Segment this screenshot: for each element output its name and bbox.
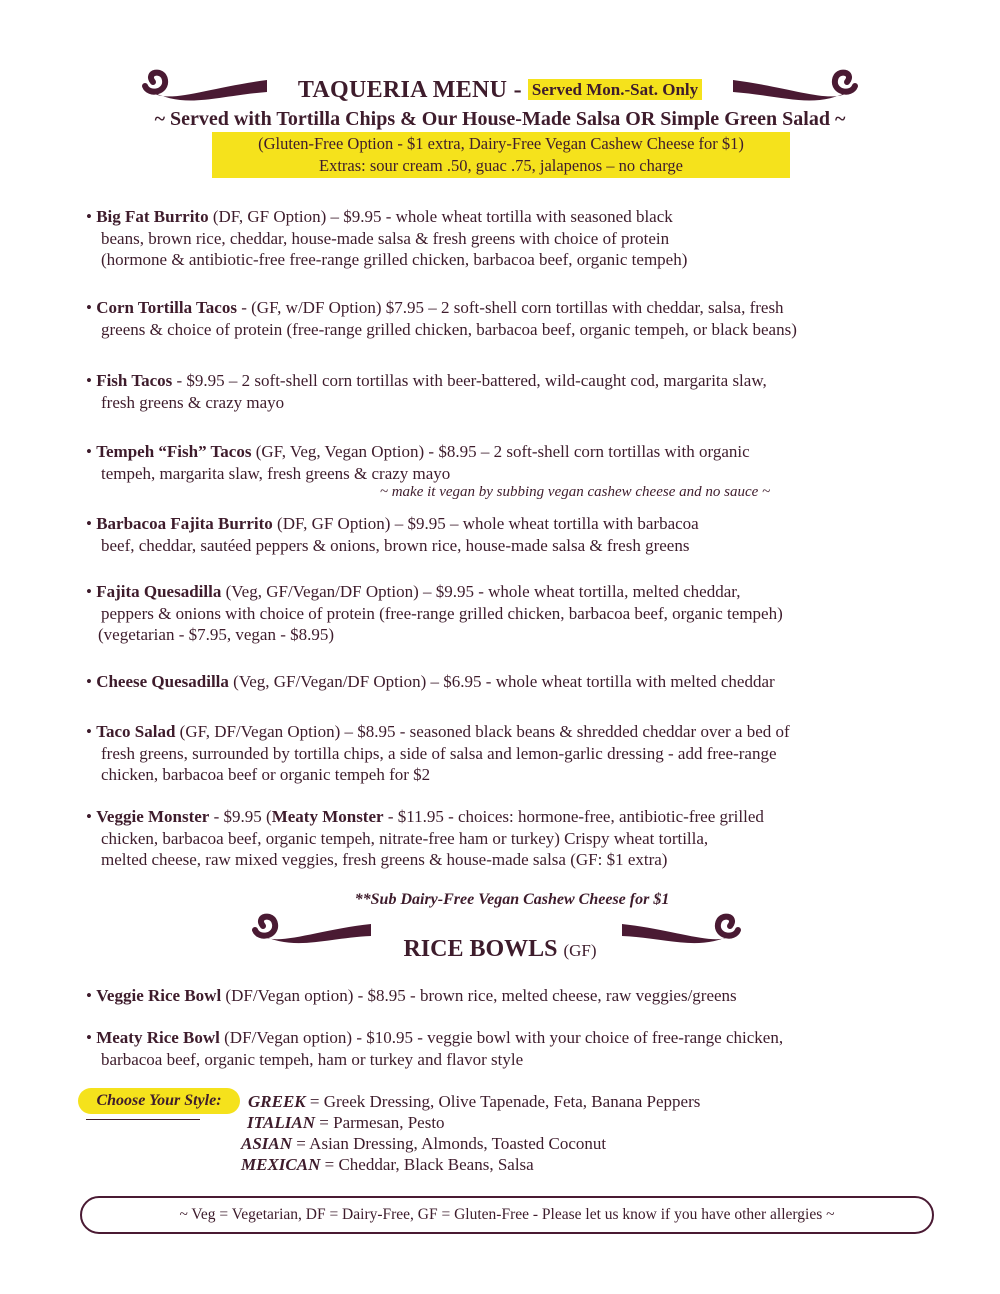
item-name: Corn Tortilla Tacos <box>96 298 237 317</box>
style-key: GREEK <box>248 1092 306 1111</box>
item-desc: - $11.95 - choices: hormone-free, antibiotic-free grilled <box>383 807 764 826</box>
item-desc: - $9.95 – 2 soft-shell corn tortillas with beer-battered, wild-caught cod, margarita slaw, <box>172 371 767 390</box>
item-desc: chicken, barbacoa beef, organic tempeh, nitrate-free ham or turkey) Crispy wheat tortilla, <box>101 828 709 848</box>
item-desc: (GF, Veg, Vegan Option) - $8.95 – 2 soft-shell corn tortillas with organic <box>251 442 750 461</box>
menu-title <box>0 74 1000 106</box>
vegan-note: ~ make it vegan by subbing vegan cashew cheese and no sauce ~ <box>379 484 771 500</box>
rice-bowls-heading <box>0 933 1000 967</box>
item-name: Taco Salad <box>96 722 176 741</box>
menu-item: • Fajita Quesadilla (Veg, GF/Vegan/DF Option) – $9.95 - whole wheat tortilla, melted cheddar, peppers & onions with choice of protein (free-range grilled chicken, barbacoa beef, organic tempeh) (vegetarian - $7.95, vegan - $8.95) <box>86 581 986 646</box>
item-desc: (Veg, GF/Vegan/DF Option) – $6.95 - whole wheat tortilla with melted cheddar <box>228 672 775 691</box>
menu-item: • Corn Tortilla Tacos - (GF, w/DF Option) $7.95 – 2 soft-shell corn tortillas with cheddar, salsa, fresh greens & choice of protein (free-range grilled chicken, barbacoa beef, organic tempeh, or black beans) <box>86 297 986 340</box>
item-desc: (DF/Vegan option) - $10.95 - veggie bowl with your choice of free-range chicken, <box>219 1028 784 1047</box>
item-name: Veggie Rice Bowl <box>96 986 222 1005</box>
sub-cashew-note: **Sub Dairy-Free Vegan Cashew Cheese for $1 <box>354 891 670 908</box>
options-line-2: Extras: sour cream .50, guac .75, jalapenos – no charge <box>319 156 683 175</box>
menu-item: • Veggie Rice Bowl (DF/Vegan option) - $8.95 - brown rice, melted cheese, raw veggies/greens <box>86 986 737 1005</box>
item-name: Tempeh “Fish” Tacos <box>96 442 252 461</box>
item-desc: - (GF, w/DF Option) $7.95 – 2 soft-shell corn tortillas with cheddar, salsa, fresh <box>236 298 784 317</box>
item-name: Meaty Rice Bowl <box>96 1028 220 1047</box>
item-desc: (DF/Vegan option) - $8.95 - brown rice, melted cheese, raw veggies/greens <box>221 986 737 1005</box>
item-desc: peppers & onions with choice of protein (free-range grilled chicken, barbacoa beef, organic tempeh) <box>101 603 783 623</box>
item-desc: (hormone & antibiotic-free free-range grilled chicken, barbacoa beef, organic tempeh) <box>101 250 688 269</box>
item-desc: - $9.95 ( <box>209 807 272 826</box>
item-desc: (vegetarian - $7.95, vegan - $8.95) <box>98 625 335 644</box>
style-key: ASIAN <box>241 1134 293 1153</box>
item-desc: beans, brown rice, cheddar, house-made salsa & fresh greens with choice of protein <box>101 228 670 248</box>
item-desc: melted cheese, raw mixed veggies, fresh greens & house-made salsa (GF: $1 extra) <box>101 850 668 869</box>
served-days-badge: Served Mon.-Sat. Only <box>528 79 702 100</box>
item-name-2: Meaty Monster <box>271 807 384 826</box>
style-option <box>241 1154 534 1176</box>
choose-style-badge: Choose Your Style: <box>78 1088 240 1114</box>
menu-item: • Tempeh “Fish” Tacos (GF, Veg, Vegan Option) - $8.95 – 2 soft-shell corn tortillas with organic tempeh, margarita slaw, fresh greens & crazy mayo <box>86 441 986 484</box>
style-key: MEXICAN <box>241 1155 321 1174</box>
item-desc: barbacoa beef, organic tempeh, ham or turkey and flavor style <box>101 1049 524 1069</box>
item-desc: tempeh, margarita slaw, fresh greens & crazy mayo <box>101 463 451 483</box>
menu-item: • Meaty Rice Bowl (DF/Vegan option) - $10.95 - veggie bowl with your choice of free-range chicken, barbacoa beef, organic tempeh, ham or turkey and flavor style <box>86 1027 986 1070</box>
item-desc: greens & choice of protein (free-range grilled chicken, barbacoa beef, organic tempeh, or black beans) <box>101 319 797 339</box>
item-desc: (GF, DF/Vegan Option) – $8.95 - seasoned black beans & shredded cheddar over a bed of <box>175 722 790 741</box>
item-name: Big Fat Burrito <box>96 207 209 226</box>
menu-item: • Veggie Monster - $9.95 (Meaty Monster - $11.95 - choices: hormone-free, antibiotic-free grilled chicken, barbacoa beef, organic tempeh, nitrate-free ham or turkey) Crispy wheat tortilla, melted cheese, raw mixed veggies, fresh greens & house-made salsa (GF: $1 extra) <box>86 806 986 871</box>
style-value: = Asian Dressing, Almonds, Toasted Coconut <box>292 1134 607 1153</box>
style-value: = Cheddar, Black Beans, Salsa <box>320 1155 534 1174</box>
item-desc: (DF, GF Option) – $9.95 – whole wheat tortilla with barbacoa <box>272 514 699 533</box>
menu-item: • Cheese Quesadilla (Veg, GF/Vegan/DF Option) – $6.95 - whole wheat tortilla with melted cheddar <box>86 672 775 691</box>
item-desc: (DF, GF Option) – $9.95 - whole wheat tortilla with seasoned black <box>208 207 673 226</box>
divider <box>86 1119 200 1120</box>
style-option <box>241 1133 606 1155</box>
title-text: TAQUERIA MENU - <box>297 77 522 103</box>
menu-item: • Big Fat Burrito (DF, GF Option) – $9.95 - whole wheat tortilla with seasoned black beans, brown rice, cheddar, house-made salsa & fresh greens with choice of protein (hormone & antibiotic-free free-range grilled chicken, barbacoa beef, organic tempeh) <box>86 206 986 271</box>
item-name: Fish Tacos <box>96 371 173 390</box>
allergy-legend-footer: ~ Veg = Vegetarian, DF = Dairy-Free, GF = Gluten-Free - Please let us know if you have other allergies ~ <box>80 1196 934 1234</box>
style-key: ITALIAN <box>247 1113 316 1132</box>
style-option <box>247 1112 445 1134</box>
menu-item: • Barbacoa Fajita Burrito (DF, GF Option) – $9.95 – whole wheat tortilla with barbacoa beef, cheddar, sautéed peppers & onions, brown rice, house-made salsa & fresh greens <box>86 513 986 556</box>
options-line-1: (Gluten-Free Option - $1 extra, Dairy-Free Vegan Cashew Cheese for $1) <box>258 134 744 153</box>
item-desc: fresh greens & crazy mayo <box>101 392 285 412</box>
item-desc: chicken, barbacoa beef or organic tempeh for $2 <box>101 765 431 784</box>
item-name: Barbacoa Fajita Burrito <box>96 514 273 533</box>
subtitle: ~ Served with Tortilla Chips & Our House-Made Salsa OR Simple Green Salad ~ <box>154 108 846 130</box>
item-desc: fresh greens, surrounded by tortilla chips, a side of salsa and lemon-garlic dressing - add free-range <box>101 743 777 763</box>
rice-bowls-gf: (GF) <box>563 941 597 960</box>
item-desc: beef, cheddar, sautéed peppers & onions, brown rice, house-made salsa & fresh greens <box>101 535 690 555</box>
style-value: = Parmesan, Pesto <box>315 1113 445 1132</box>
style-value: = Greek Dressing, Olive Tapenade, Feta, Banana Peppers <box>305 1092 701 1111</box>
rice-bowls-title: RICE BOWLS <box>403 936 558 962</box>
item-name: Cheese Quesadilla <box>96 672 229 691</box>
item-name: Veggie Monster <box>96 807 210 826</box>
item-name: Fajita Quesadilla <box>96 582 222 601</box>
style-option <box>248 1091 700 1113</box>
menu-item: • Fish Tacos - $9.95 – 2 soft-shell corn tortillas with beer-battered, wild-caught cod, margarita slaw, fresh greens & crazy mayo <box>86 370 986 413</box>
menu-item: • Taco Salad (GF, DF/Vegan Option) – $8.95 - seasoned black beans & shredded cheddar over a bed of fresh greens, surrounded by tortilla chips, a side of salsa and lemon-garlic dressing - add free-range chicken, barbacoa beef or organic tempeh for $2 <box>86 721 986 786</box>
item-desc: (Veg, GF/Vegan/DF Option) – $9.95 - whole wheat tortilla, melted cheddar, <box>221 582 741 601</box>
options-box <box>212 132 790 178</box>
